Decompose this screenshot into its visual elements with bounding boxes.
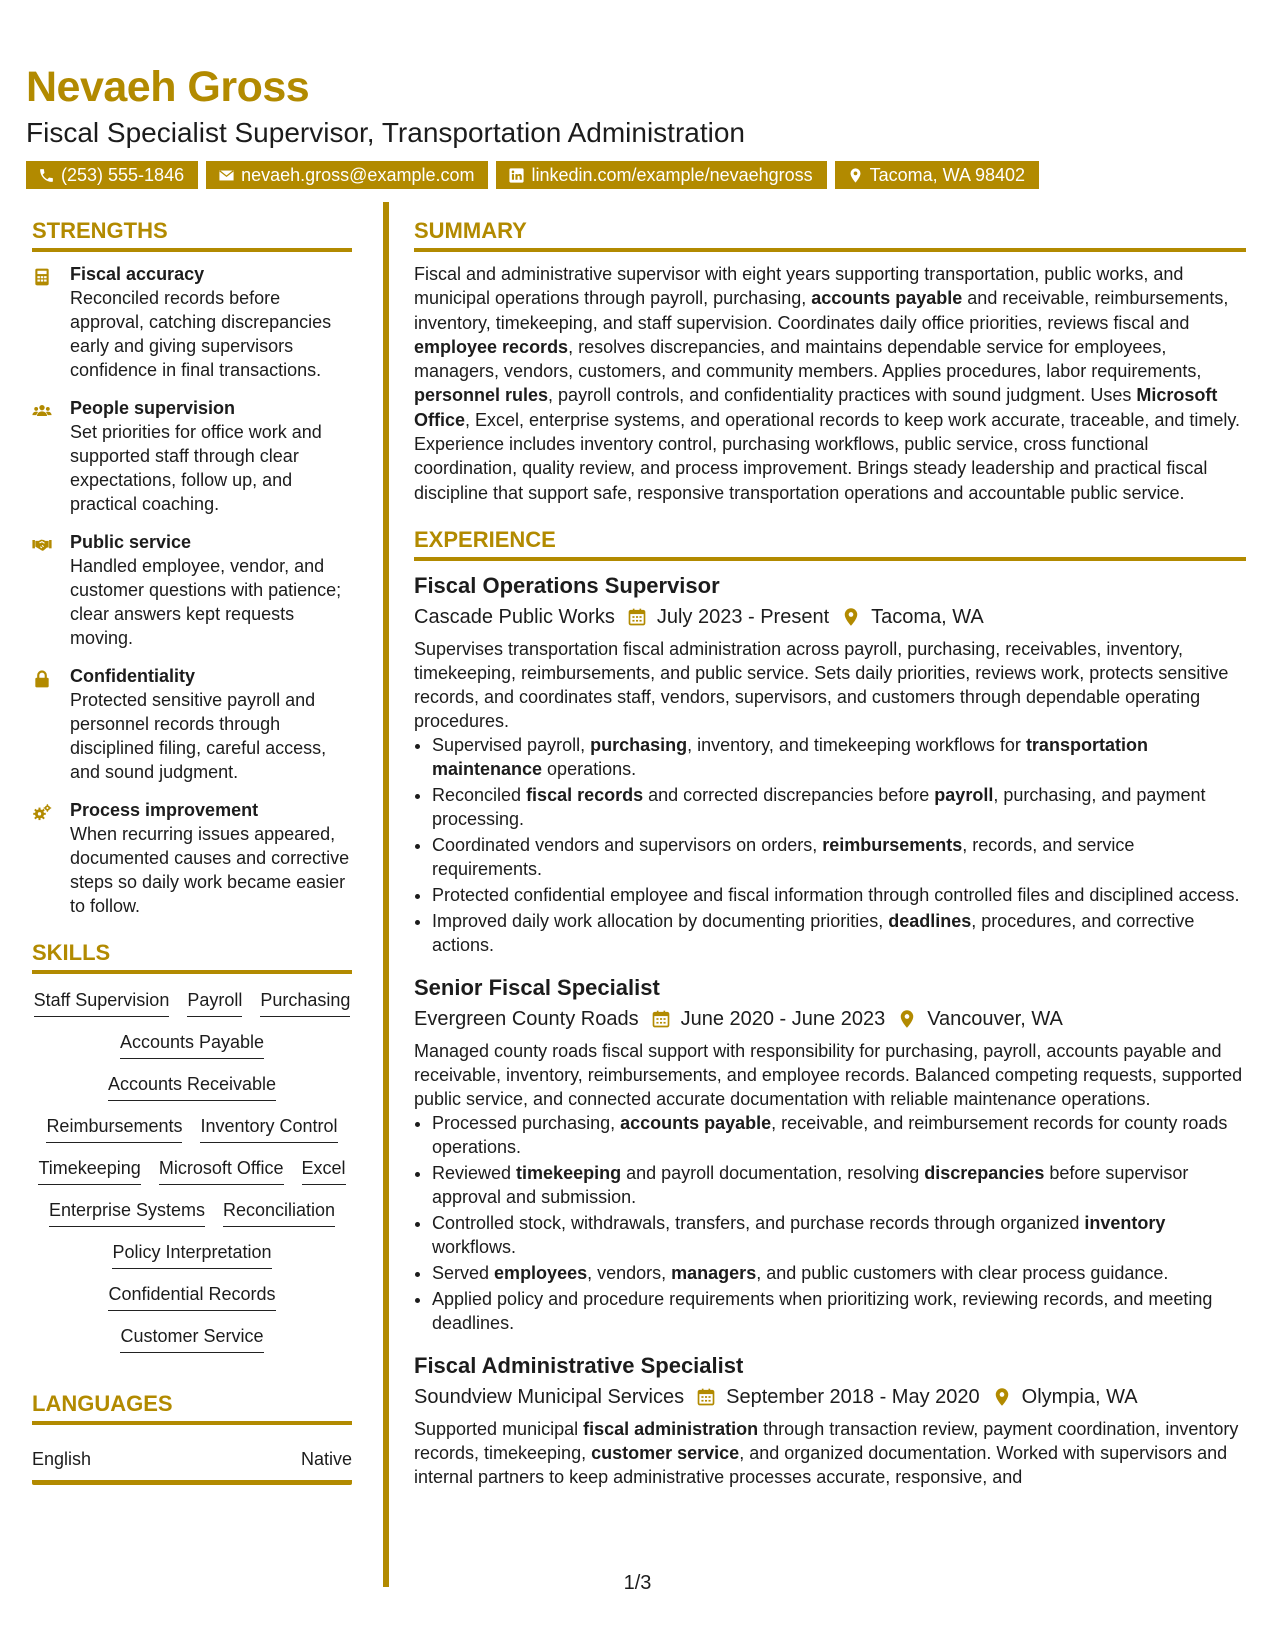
job-location: Vancouver, WA <box>927 1007 1063 1030</box>
bold-text: deadlines <box>888 910 972 931</box>
bold-text: personnel rules <box>414 385 549 406</box>
text-run: Protected confidential employee and fiscal information through controlled files and disciplined access. <box>432 884 1240 905</box>
bold-text: fiscal administration <box>583 1418 759 1439</box>
contact-bar <box>26 161 1249 189</box>
languages-heading: LANGUAGES <box>32 1387 352 1425</box>
gears-icon <box>32 803 52 823</box>
map-marker-icon <box>841 607 861 627</box>
handshake-icon <box>32 535 52 555</box>
skill-tag: Policy Interpretation <box>112 1240 271 1269</box>
strengths-heading: STRENGTHS <box>32 214 352 252</box>
contact-location[interactable] <box>835 161 1039 189</box>
text-run: , and public customers with clear process guidance. <box>756 1262 1169 1283</box>
map-marker-icon <box>992 1387 1012 1407</box>
job-entry <box>414 973 1246 1335</box>
bold-text: timekeeping <box>516 1162 622 1183</box>
job-location: Olympia, WA <box>1021 1385 1138 1408</box>
strength-title: People supervision <box>70 398 236 418</box>
text-run: Supervises transportation fiscal administration across payroll, purchasing, receivables, inventory, timekeeping, reimbursements, and public service. Sets daily priorities, reviews work, protects sensitive records, and coordinates staff, vendors, supervisors, and customers through dependable operating procedures. <box>414 638 1229 731</box>
list-item <box>432 833 1246 881</box>
job-bullets <box>414 1111 1246 1335</box>
contact-linkedin-text: linkedin.com/example/nevaehgross <box>531 165 813 185</box>
bold-text: customer service <box>591 1442 740 1463</box>
job-entry <box>414 571 1246 957</box>
bold-text: discrepancies <box>924 1162 1045 1183</box>
map-marker-icon <box>897 1009 917 1029</box>
list-item <box>432 909 1246 957</box>
job-bullets <box>414 733 1246 957</box>
skills-heading: SKILLS <box>32 936 352 974</box>
job-description <box>414 637 1246 733</box>
skills-list <box>32 988 352 1353</box>
skill-tag: Payroll <box>187 988 242 1017</box>
bold-text: fiscal records <box>526 784 644 805</box>
calculator-icon <box>32 267 52 287</box>
text-run: , resolves discrepancies, and maintains dependable service for employees, managers, vendors, customers, and community members. Applies procedures, labor requirements, <box>414 336 1202 382</box>
language-row <box>32 1447 352 1485</box>
text-run: , receivable, and reimbursement records for county roads operations. <box>432 1112 1228 1157</box>
list-item <box>432 883 1246 907</box>
text-run: Processed purchasing, <box>432 1112 621 1133</box>
text-run: , purchasing, and payment processing. <box>432 784 1206 829</box>
strength-description: When recurring issues appeared, documented causes and corrective steps so daily work became easier to follow. <box>70 824 350 916</box>
calendar-icon <box>651 1009 671 1029</box>
linkedin-icon <box>508 167 525 184</box>
skill-tag: Purchasing <box>260 988 350 1017</box>
bold-text: accounts payable <box>620 1112 772 1133</box>
text-run: and receivable, reimbursements, inventory, timekeeping, and staff supervision. Coordinates daily office priorities, reviews fiscal and <box>414 288 1229 333</box>
job-description <box>414 1039 1246 1111</box>
bold-text: managers <box>671 1262 757 1283</box>
list-item <box>432 1111 1246 1159</box>
strength-title: Public service <box>70 532 192 552</box>
skill-tag: Inventory Control <box>200 1114 337 1143</box>
skill-tag: Enterprise Systems <box>49 1198 205 1227</box>
experience-heading: EXPERIENCE <box>414 523 1246 561</box>
text-run: Applied policy and procedure requirements when prioritizing work, reviewing records, and meeting deadlines. <box>432 1288 1213 1333</box>
right-column <box>414 214 1246 1505</box>
text-run: and payroll documentation, resolving <box>621 1162 925 1183</box>
strength-title: Confidentiality <box>70 666 195 686</box>
left-column <box>32 214 352 1485</box>
list-item <box>432 1161 1246 1209</box>
job-meta <box>414 1003 1246 1035</box>
text-run: workflows. <box>432 1236 517 1257</box>
text-run: , procedures, and corrective actions. <box>432 910 1195 955</box>
job-role: Fiscal Operations Supervisor <box>414 572 720 598</box>
text-run: Supervised payroll, <box>432 734 591 755</box>
calendar-icon <box>696 1387 716 1407</box>
bold-text: Microsoft Office <box>414 385 1218 430</box>
language-name: English <box>32 1449 92 1469</box>
summary-heading: SUMMARY <box>414 214 1246 252</box>
contact-email[interactable] <box>206 161 488 189</box>
strength-description: Reconciled records before approval, catching discrepancies early and giving supervisors confidence in final transactions. <box>70 288 332 380</box>
strength-title: Fiscal accuracy <box>70 264 205 284</box>
bold-text: payroll <box>934 784 994 805</box>
job-description <box>414 1417 1246 1489</box>
skill-tag: Accounts Receivable <box>108 1072 276 1101</box>
skill-tag: Reimbursements <box>46 1114 182 1143</box>
text-run: Reviewed <box>432 1162 517 1183</box>
strength-description: Set priorities for office work and supported staff through clear expectations, follow up, and practical coaching. <box>70 422 322 514</box>
text-run: Controlled stock, withdrawals, transfers, and purchase records through organized <box>432 1212 1085 1233</box>
contact-phone-text: (253) 555-1846 <box>61 165 185 185</box>
list-item <box>432 1261 1246 1285</box>
bold-text: employee records <box>414 336 569 357</box>
column-divider <box>383 202 389 1587</box>
envelope-icon <box>218 167 235 184</box>
strength-description: Handled employee, vendor, and customer questions with patience; clear answers kept requests moving. <box>70 556 342 648</box>
text-run: , and organized documentation. Worked with supervisors and internal partners to keep administrative processes accurate, responsive, and <box>414 1442 1228 1487</box>
list-item <box>432 1287 1246 1335</box>
text-run: before supervisor approval and submission. <box>432 1162 1189 1207</box>
job-dates: September 2018 - May 2020 <box>726 1385 980 1408</box>
resume-header <box>26 58 1249 189</box>
job-role: Fiscal Administrative Specialist <box>414 1352 744 1378</box>
job-role: Senior Fiscal Specialist <box>414 974 660 1000</box>
text-run: Fiscal and administrative supervisor with eight years supporting transportation, public works, and municipal operations through payroll, purchasing, <box>414 264 1184 309</box>
contact-phone[interactable] <box>26 161 198 189</box>
skill-tag: Timekeeping <box>38 1156 140 1185</box>
contact-location-text: Tacoma, WA 98402 <box>869 165 1026 185</box>
text-run: , payroll controls, and confidentiality practices with sound judgment. Uses <box>548 385 1137 406</box>
text-run: through transaction review, payment coordination, inventory records, timekeeping, <box>414 1418 1239 1463</box>
text-run: , Excel, enterprise systems, and operational records to keep work accurate, traceable, and timely. Experience includes inventory control, purchasing workflows, public service, cross functional coordination, quality review, and process improvement. Brings steady leadership and practical fiscal discipline that support safe, responsive transportation operations and accountable public service. <box>414 409 1241 503</box>
page-number: 1/3 <box>623 1572 652 1594</box>
bold-text: transportation maintenance <box>432 734 1148 779</box>
bold-text: purchasing <box>590 734 688 755</box>
bold-text: accounts payable <box>811 288 963 309</box>
list-item <box>432 733 1246 781</box>
contact-email-text: nevaeh.gross@example.com <box>241 165 475 185</box>
text-run: , records, and service requirements. <box>432 834 1135 879</box>
job-meta <box>414 1381 1246 1413</box>
text-run: Supported municipal <box>414 1418 584 1439</box>
strength-title: Process improvement <box>70 800 259 820</box>
text-run: and corrected discrepancies before <box>643 784 935 805</box>
text-run: Reconciled <box>432 784 527 805</box>
skill-tag: Microsoft Office <box>159 1156 284 1185</box>
skill-tag: Reconciliation <box>223 1198 335 1227</box>
list-item <box>432 1211 1246 1259</box>
strength-item <box>32 664 352 784</box>
strength-item <box>32 530 352 650</box>
skill-tag: Staff Supervision <box>34 988 170 1017</box>
job-company: Soundview Municipal Services <box>414 1385 685 1408</box>
text-run: Managed county roads fiscal support with responsibility for purchasing, payroll, accounts payable and receivable, inventory, reimbursements, and employee records. Balanced competing requests, supported public service, and connected accurate documentation with reliable maintenance operations. <box>414 1040 1243 1109</box>
phone-icon <box>38 167 55 184</box>
text-run: , vendors, <box>587 1262 672 1283</box>
job-company: Evergreen County Roads <box>414 1007 639 1030</box>
bold-text: inventory <box>1084 1212 1166 1233</box>
summary-text <box>414 262 1246 505</box>
text-run: Served <box>432 1262 495 1283</box>
skill-tag: Accounts Payable <box>120 1030 264 1059</box>
strength-item <box>32 798 352 918</box>
map-marker-icon <box>847 167 864 184</box>
text-run: Coordinated vendors and supervisors on orders, <box>432 834 823 855</box>
list-item <box>432 783 1246 831</box>
job-dates: July 2023 - Present <box>656 605 830 628</box>
job-company: Cascade Public Works <box>414 605 615 628</box>
candidate-title: Fiscal Specialist Supervisor, Transportation Administration <box>26 117 745 148</box>
bold-text: employees <box>494 1262 588 1283</box>
skill-tag: Confidential Records <box>108 1282 275 1311</box>
users-icon <box>32 401 52 421</box>
contact-linkedin[interactable] <box>496 161 826 189</box>
job-location: Tacoma, WA <box>871 605 984 628</box>
bold-text: reimbursements <box>822 834 963 855</box>
text-run: , inventory, and timekeeping workflows for <box>687 734 1026 755</box>
candidate-name: Nevaeh Gross <box>26 63 310 111</box>
text-run: Improved daily work allocation by documenting priorities, <box>432 910 889 931</box>
language-level: Native <box>300 1449 352 1469</box>
strength-item <box>32 396 352 516</box>
job-meta <box>414 601 1246 633</box>
experience-list <box>414 571 1246 1489</box>
calendar-icon <box>627 607 647 627</box>
job-entry <box>414 1351 1246 1489</box>
job-dates: June 2020 - June 2023 <box>680 1007 886 1030</box>
lock-icon <box>32 669 52 689</box>
skill-tag: Excel <box>302 1156 346 1185</box>
skill-tag: Customer Service <box>120 1324 263 1353</box>
strength-item <box>32 262 352 382</box>
text-run: operations. <box>542 758 637 779</box>
strength-description: Protected sensitive payroll and personnel records through disciplined filing, careful access, and sound judgment. <box>70 690 327 782</box>
